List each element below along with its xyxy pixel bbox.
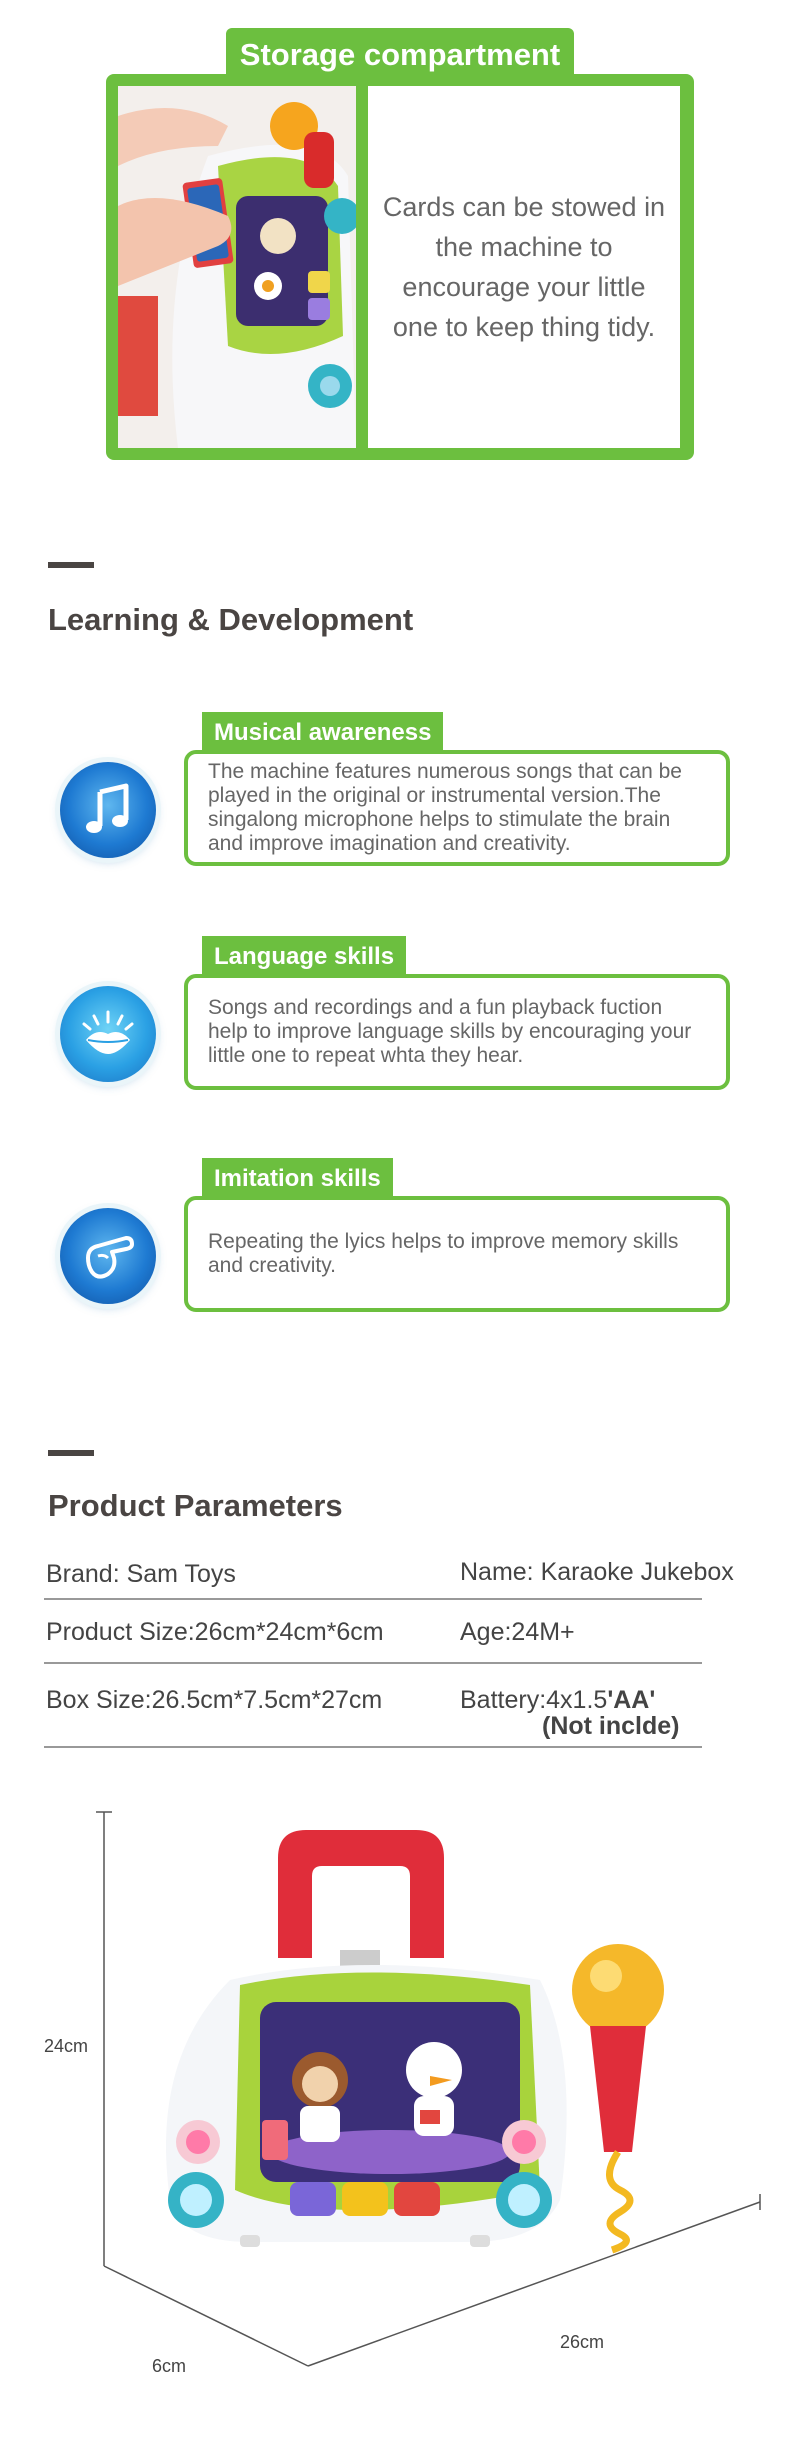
product-illustration xyxy=(0,1780,800,2430)
skill-label: Language skills xyxy=(202,936,406,978)
skill-label: Imitation skills xyxy=(202,1158,393,1200)
param-row-3 xyxy=(44,1664,702,1748)
param-row-2 xyxy=(44,1600,702,1664)
param-name: Name: Karaoke Jukebox xyxy=(460,1558,734,1586)
storage-description: Cards can be stowed in the machine to encourage your little one to keep thing tidy. xyxy=(382,192,666,342)
storage-section xyxy=(106,28,694,460)
skill-description: Songs and recordings and a fun playback fuction help to improve language skills by encouraging your little one to repeat whta they hear. xyxy=(208,996,692,1067)
music-note-icon xyxy=(60,762,156,858)
lips-icon xyxy=(60,986,156,1082)
dimension-width: 26cm xyxy=(560,2332,605,2352)
learning-heading: Learning & Development xyxy=(48,602,414,637)
param-product-size: Product Size:26cm*24cm*6cm xyxy=(46,1618,384,1646)
storage-illustration xyxy=(118,86,356,448)
parameters-heading: Product Parameters xyxy=(48,1488,343,1523)
param-battery: Battery:4x1.5'AA' xyxy=(460,1686,656,1714)
section-divider-learning xyxy=(48,562,94,568)
battery-type: 'AA' xyxy=(607,1686,656,1714)
param-age: Age:24M+ xyxy=(460,1618,575,1646)
param-battery-note: (Not inclde) xyxy=(542,1712,680,1740)
storage-title: Storage compartment xyxy=(226,28,574,82)
dimension-height: 24cm xyxy=(44,2036,89,2056)
skill-description: The machine features numerous songs that can be played in the original or instrumental version.The singalong microphone helps to stimulate the brain and improve imagination and creativity. xyxy=(208,760,682,855)
section-divider-parameters xyxy=(48,1450,94,1456)
skill-description-box xyxy=(184,974,730,1090)
skill-label: Musical awareness xyxy=(202,712,443,754)
skill-description: Repeating the lyics helps to improve memory skills and creativity. xyxy=(208,1230,679,1277)
storage-frame xyxy=(106,74,694,460)
storage-text-panel xyxy=(368,86,680,448)
storage-photo xyxy=(118,86,356,448)
skill-description-box xyxy=(184,750,730,866)
dimension-depth: 6cm xyxy=(152,2356,187,2376)
skill-card-musical xyxy=(60,712,740,872)
param-row-1 xyxy=(44,1558,734,1600)
param-box-size: Box Size:26.5cm*7.5cm*27cm xyxy=(46,1686,383,1714)
product-dimensions xyxy=(0,1780,800,2430)
skill-card-imitation xyxy=(60,1158,740,1318)
pointing-hand-icon xyxy=(60,1208,156,1304)
skill-card-language xyxy=(60,936,740,1096)
param-brand: Brand: Sam Toys xyxy=(46,1560,236,1588)
skill-description-box xyxy=(184,1196,730,1312)
